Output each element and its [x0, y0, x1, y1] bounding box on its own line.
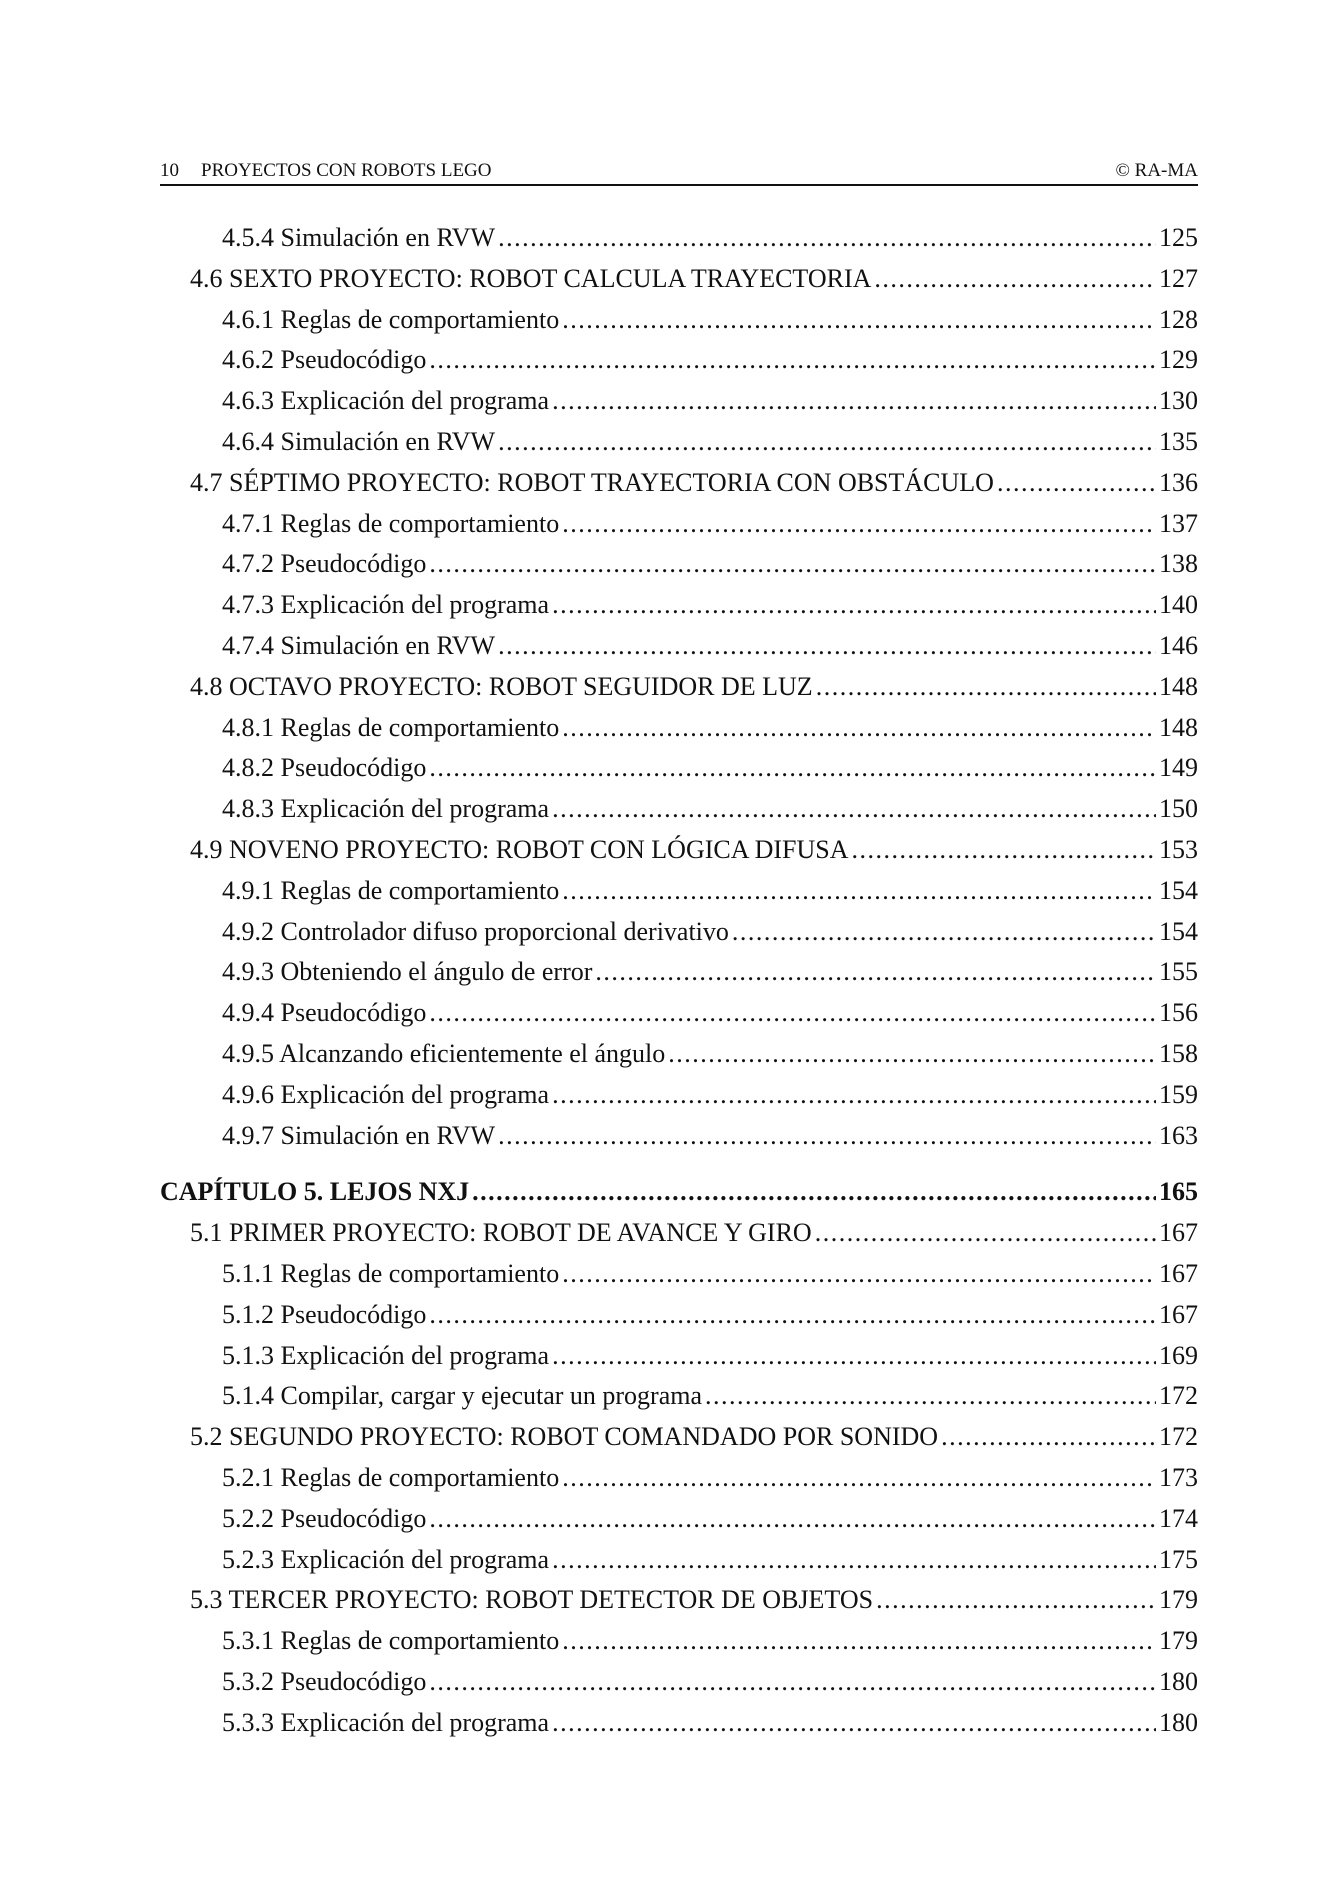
toc-entry-page-number: 167: [1159, 1258, 1198, 1288]
toc-entry-page-number: 136: [1159, 467, 1198, 497]
toc-subsection-entry[interactable]: [160, 1662, 1198, 1703]
dot-leader: [997, 463, 1156, 504]
toc-entry-page-number: 179: [1159, 1626, 1198, 1656]
toc-entry-label: 4.8.1 Reglas de comportamiento: [222, 712, 560, 742]
toc-subsection-entry[interactable]: [160, 544, 1198, 585]
toc-section-entry[interactable]: [160, 259, 1198, 300]
toc-section-entry[interactable]: [160, 463, 1198, 504]
toc-subsection-entry[interactable]: [160, 300, 1198, 341]
dot-leader: [851, 830, 1156, 871]
dot-leader: [552, 789, 1156, 830]
book-title: PROYECTOS CON ROBOTS LEGO: [201, 160, 492, 181]
toc-entry-page-number: 137: [1159, 508, 1198, 538]
toc-entry-page-number: 125: [1159, 223, 1198, 252]
toc-entry-label: 5.1.3 Explicación del programa: [222, 1340, 550, 1370]
toc-entry-page-number: 167: [1159, 1299, 1198, 1329]
toc-entry-page-number: 172: [1159, 1381, 1198, 1411]
dot-leader: [429, 748, 1156, 789]
toc-entry-page-number: 169: [1159, 1340, 1198, 1370]
dot-leader: [562, 300, 1156, 341]
toc-subsection-entry[interactable]: [160, 381, 1198, 422]
toc-entry-page-number: 163: [1159, 1120, 1198, 1150]
dot-leader: [874, 259, 1156, 300]
toc-entry-page-number: 140: [1159, 590, 1198, 620]
chapter-gap: [160, 1156, 1198, 1172]
dot-leader: [562, 1458, 1156, 1499]
toc-subsection-entry[interactable]: [160, 1376, 1198, 1417]
toc-entry-page-number: 180: [1159, 1707, 1198, 1737]
toc-entry-page-number: 174: [1159, 1503, 1198, 1533]
toc-section-chapter-5: [160, 1213, 1198, 1743]
toc-entry-page-number: 175: [1159, 1544, 1198, 1574]
toc-entry-label: 4.5.4 Simulación en RVW: [222, 223, 496, 252]
dot-leader: [815, 1213, 1156, 1254]
page-number: 10: [160, 160, 179, 181]
dot-leader: [876, 1580, 1156, 1621]
toc-entry-label: 4.6.3 Explicación del programa: [222, 386, 550, 416]
toc-entry-label: 5.2 SEGUNDO PROYECTO: ROBOT COMANDADO POR SONIDO: [190, 1422, 939, 1452]
toc-subsection-entry[interactable]: [160, 912, 1198, 953]
toc-subsection-entry[interactable]: [160, 585, 1198, 626]
toc-entry-page-number: 180: [1159, 1666, 1198, 1696]
toc-entry-label: 4.8 OCTAVO PROYECTO: ROBOT SEGUIDOR DE LUZ: [190, 671, 813, 701]
toc-section-entry[interactable]: [160, 667, 1198, 708]
dot-leader: [429, 1662, 1156, 1703]
toc-entry-label: 5.1.4 Compilar, cargar y ejecutar un programa: [222, 1381, 703, 1411]
dot-leader: [552, 585, 1156, 626]
toc-entry-page-number: 167: [1159, 1218, 1198, 1248]
dot-leader: [429, 1499, 1156, 1540]
toc-subsection-entry[interactable]: [160, 1540, 1198, 1581]
toc-entry-label: 4.7.2 Pseudocódigo: [222, 549, 427, 579]
toc-entry-label: 5.2.1 Reglas de comportamiento: [222, 1462, 560, 1492]
toc-entry-label: 4.6.1 Reglas de comportamiento: [222, 304, 560, 334]
toc-entry-page-number: 154: [1159, 875, 1198, 905]
toc-entry-label: 4.6.4 Simulación en RVW: [222, 426, 496, 456]
toc-subsection-entry[interactable]: [160, 993, 1198, 1034]
toc-subsection-entry[interactable]: [160, 1295, 1198, 1336]
dot-leader: [429, 993, 1156, 1034]
dot-leader: [498, 218, 1156, 259]
dot-leader: [552, 1075, 1156, 1116]
dot-leader: [562, 708, 1156, 749]
toc-subsection-entry[interactable]: [160, 708, 1198, 749]
dot-leader: [705, 1376, 1156, 1417]
toc-entry-page-number: 179: [1159, 1585, 1198, 1615]
toc-subsection-entry[interactable]: [160, 1075, 1198, 1116]
toc-entry-label: 4.9.4 Pseudocódigo: [222, 998, 427, 1028]
toc-subsection-entry[interactable]: [160, 748, 1198, 789]
toc-subsection-entry[interactable]: [160, 871, 1198, 912]
toc-entry-label: CAPÍTULO 5. LEJOS NXJ: [160, 1177, 470, 1207]
toc-subsection-entry[interactable]: [160, 218, 1198, 259]
toc-entry-page-number: 146: [1159, 630, 1198, 660]
toc-entry-page-number: 148: [1159, 671, 1198, 701]
toc-entry-page-number: 130: [1159, 386, 1198, 416]
toc-entry-label: 5.1.2 Pseudocódigo: [222, 1299, 427, 1329]
toc-subsection-entry[interactable]: [160, 789, 1198, 830]
toc-subsection-entry[interactable]: [160, 952, 1198, 993]
toc-entry-label: 4.9 NOVENO PROYECTO: ROBOT CON LÓGICA DIFUSA: [190, 834, 849, 864]
toc-entry-label: 5.1.1 Reglas de comportamiento: [222, 1258, 560, 1288]
toc-subsection-entry[interactable]: [160, 1116, 1198, 1157]
toc-entry-page-number: 135: [1159, 426, 1198, 456]
dot-leader: [816, 667, 1156, 708]
toc-section-entry[interactable]: [160, 830, 1198, 871]
toc-entry-page-number: 155: [1159, 957, 1198, 987]
running-header: [160, 158, 1198, 186]
toc-subsection-entry[interactable]: [160, 340, 1198, 381]
toc-entry-label: 5.3.3 Explicación del programa: [222, 1707, 550, 1737]
toc-section-chapter-4: [160, 218, 1198, 1156]
toc-entry-page-number: 149: [1159, 753, 1198, 783]
dot-leader: [595, 952, 1156, 993]
toc-entry-label: 4.9.6 Explicación del programa: [222, 1079, 550, 1109]
toc-subsection-entry[interactable]: [160, 1034, 1198, 1075]
toc-entry-page-number: 159: [1159, 1079, 1198, 1109]
toc-subsection-entry[interactable]: [160, 422, 1198, 463]
dot-leader: [941, 1417, 1156, 1458]
toc-section-entry[interactable]: [160, 1213, 1198, 1254]
dot-leader: [562, 504, 1156, 545]
dot-leader: [552, 381, 1156, 422]
toc-entry-label: 4.8.3 Explicación del programa: [222, 794, 550, 824]
toc-entry-label: 4.9.5 Alcanzando eficientemente el ángulo: [222, 1038, 666, 1068]
dot-leader: [552, 1703, 1156, 1744]
toc-entry-page-number: 127: [1159, 263, 1198, 293]
toc-entry-page-number: 129: [1159, 345, 1198, 375]
toc-entry-label: 4.9.3 Obteniendo el ángulo de error: [222, 957, 593, 987]
dot-leader: [498, 626, 1156, 667]
dot-leader: [498, 422, 1156, 463]
toc-entry-label: 4.8.2 Pseudocódigo: [222, 753, 427, 783]
toc-entry-label: 4.9.1 Reglas de comportamiento: [222, 875, 560, 905]
toc-entry-label: 4.7.4 Simulación en RVW: [222, 630, 496, 660]
toc-entry-label: 4.7.1 Reglas de comportamiento: [222, 508, 560, 538]
dot-leader: [562, 1621, 1156, 1662]
toc-entry-label: 5.2.3 Explicación del programa: [222, 1544, 550, 1574]
toc-entry-label: 5.3 TERCER PROYECTO: ROBOT DETECTOR DE OBJETOS: [190, 1585, 874, 1615]
toc-chapter-heading: [160, 1172, 1198, 1213]
toc-entry-page-number: 154: [1159, 916, 1198, 946]
toc-entry-label: 4.7 SÉPTIMO PROYECTO: ROBOT TRAYECTORIA CON OBSTÁCULO: [190, 467, 994, 497]
toc-entry-page-number: 153: [1159, 834, 1198, 864]
toc-entry-label: 4.9.7 Simulación en RVW: [222, 1120, 496, 1150]
toc-entry-page-number: 150: [1159, 794, 1198, 824]
toc-entry-label: 5.2.2 Pseudocódigo: [222, 1503, 427, 1533]
toc-entry-page-number: 173: [1159, 1462, 1198, 1492]
toc-entry-label: 4.6 SEXTO PROYECTO: ROBOT CALCULA TRAYECTORIA: [190, 263, 872, 293]
dot-leader: [472, 1172, 1156, 1213]
dot-leader: [562, 1254, 1156, 1295]
toc-entry-page-number: 156: [1159, 998, 1198, 1028]
toc-chapter-entry[interactable]: [160, 1172, 1198, 1213]
toc-entry-label: 5.3.2 Pseudocódigo: [222, 1666, 427, 1696]
toc-section-entry[interactable]: [160, 1417, 1198, 1458]
toc-entry-page-number: 172: [1159, 1422, 1198, 1452]
dot-leader: [562, 871, 1156, 912]
dot-leader: [732, 912, 1156, 953]
dot-leader: [668, 1034, 1156, 1075]
toc-entry-label: 4.6.2 Pseudocódigo: [222, 345, 427, 375]
toc-subsection-entry[interactable]: [160, 1703, 1198, 1744]
toc-subsection-entry[interactable]: [160, 626, 1198, 667]
toc-entry-label: 5.1 PRIMER PROYECTO: ROBOT DE AVANCE Y GIRO: [190, 1218, 812, 1248]
dot-leader: [552, 1540, 1156, 1581]
toc-subsection-entry[interactable]: [160, 1254, 1198, 1295]
toc-entry-label: 5.3.1 Reglas de comportamiento: [222, 1626, 560, 1656]
copyright-notice: © RA-MA: [1115, 160, 1198, 181]
table-of-contents: [160, 218, 1198, 1743]
toc-entry-page-number: 165: [1159, 1177, 1198, 1207]
toc-subsection-entry[interactable]: [160, 1336, 1198, 1377]
toc-entry-label: 4.9.2 Controlador difuso proporcional derivativo: [222, 916, 729, 946]
dot-leader: [429, 1295, 1156, 1336]
dot-leader: [429, 544, 1156, 585]
toc-entry-page-number: 148: [1159, 712, 1198, 742]
toc-subsection-entry[interactable]: [160, 504, 1198, 545]
toc-subsection-entry[interactable]: [160, 1499, 1198, 1540]
toc-entry-page-number: 158: [1159, 1038, 1198, 1068]
toc-entry-page-number: 128: [1159, 304, 1198, 334]
toc-entry-label: 4.7.3 Explicación del programa: [222, 590, 550, 620]
dot-leader: [429, 340, 1156, 381]
dot-leader: [498, 1116, 1156, 1157]
toc-subsection-entry[interactable]: [160, 1458, 1198, 1499]
dot-leader: [552, 1336, 1156, 1377]
toc-entry-page-number: 138: [1159, 549, 1198, 579]
toc-section-entry[interactable]: [160, 1580, 1198, 1621]
toc-subsection-entry[interactable]: [160, 1621, 1198, 1662]
